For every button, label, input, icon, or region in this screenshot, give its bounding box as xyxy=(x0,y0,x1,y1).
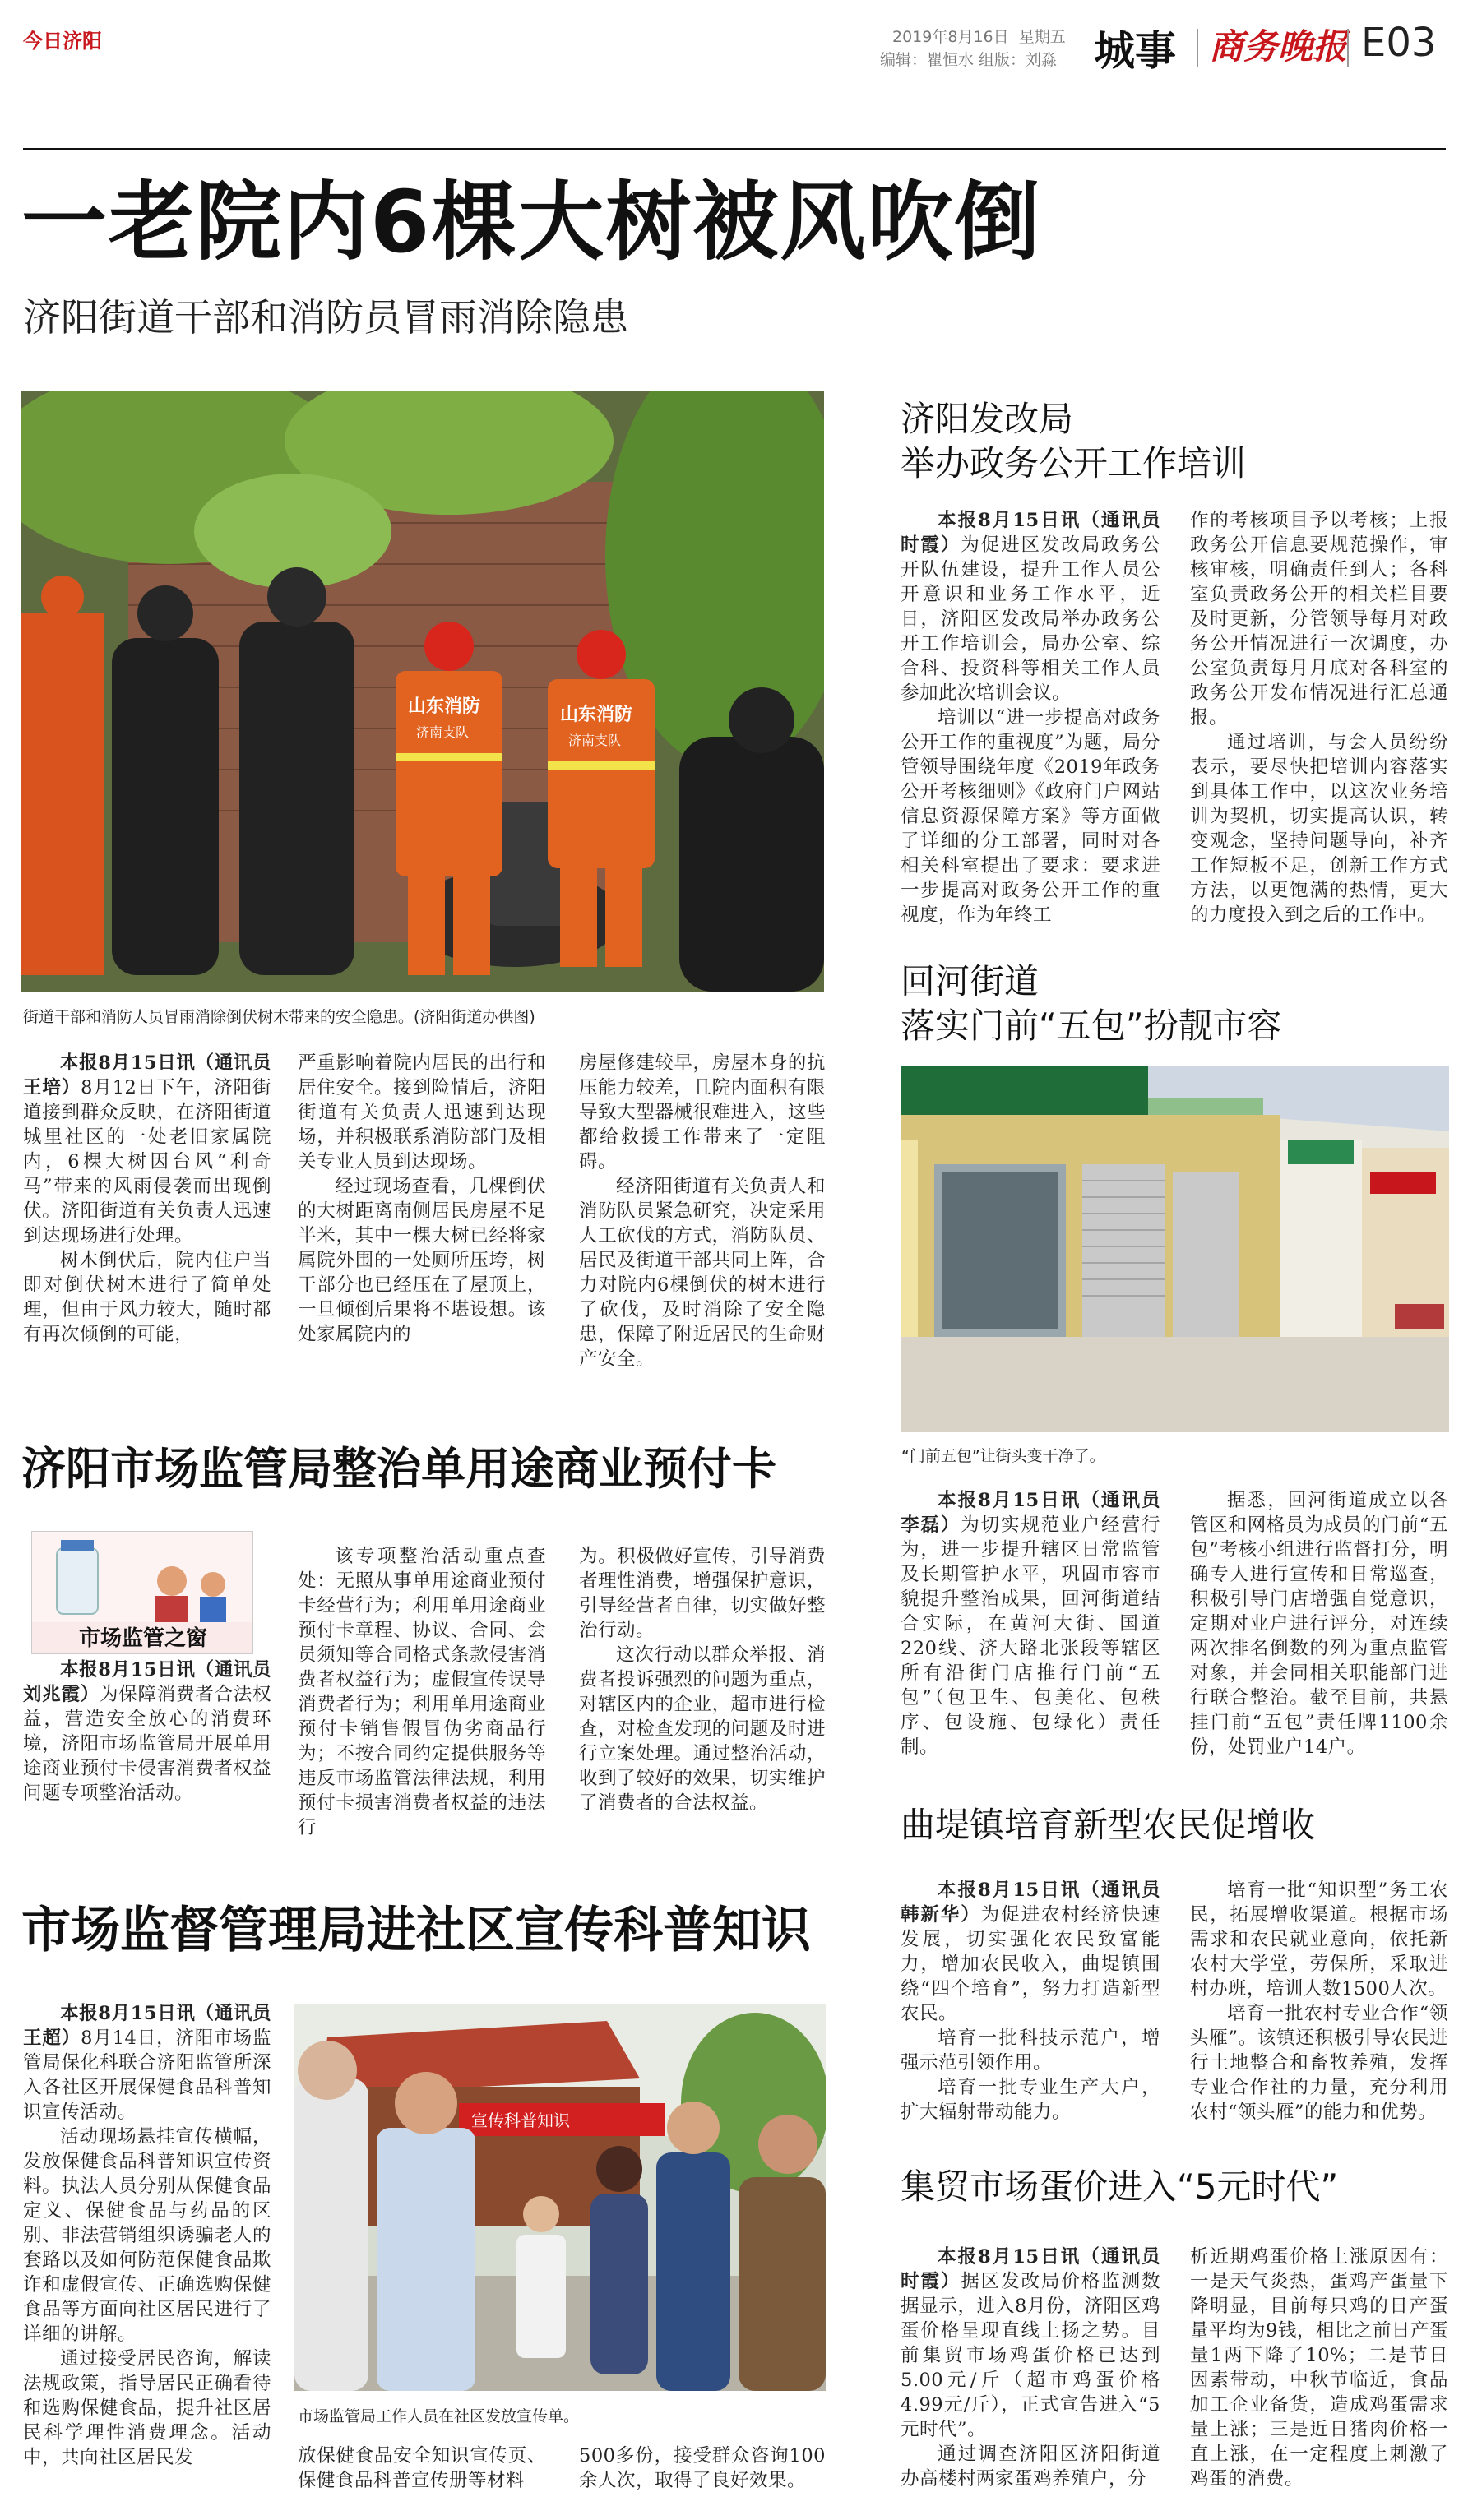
logo-illustration xyxy=(32,1532,253,1622)
qudi-column-2 xyxy=(1190,1878,1448,2157)
issue-date xyxy=(892,25,1066,47)
lead-column-2 xyxy=(298,1051,546,1380)
lead-column-3 xyxy=(579,1051,826,1380)
paragraph: 培育一批农村专业合作“领头雁”。该镇还积极引导农民进行土地整合和畜牧养殖，发挥专业合作社的力量，充分利用农村“领头雁”的能力和优势。 xyxy=(1190,2003,1448,2123)
reform-column-1 xyxy=(901,508,1160,936)
qudi-column-1 xyxy=(901,1878,1160,2157)
egg-column-2 xyxy=(1190,2245,1448,2516)
egg-headline: 集贸市场蛋价进入“5元时代” xyxy=(901,2166,1339,2207)
lead-column-1 xyxy=(23,1051,271,1380)
community-photo xyxy=(294,2004,826,2391)
byline: 本报8月15日讯（通讯员李磊） xyxy=(901,1490,1160,1536)
paragraph: 8月12日下午，济阳街道接到群众反映，在济阳街道城里社区的一处老旧家属院内，6棵大树因台风“利奇马”带来的风雨侵袭而出现倒伏。济阳街道有关负责人迅速到达现场进行处理。 xyxy=(23,1077,271,1246)
prepaid-column-2 xyxy=(298,1544,546,1840)
photo-banner-text: 宣传科普知识 xyxy=(471,2111,570,2130)
paragraph: 500多份，接受群众咨询100余人次，取得了良好效果。 xyxy=(579,2445,826,2491)
paragraph: 作的考核项目予以考核；上报政务公开信息要规范操作，审核审核，明确责任到人；各科室负责政务公开的相关栏目要及时更新，分管领导每月对政务公开情况进行一次调度，办公室负责每月月底对各科室的政务公开发布情况进行汇总通报。 xyxy=(1190,510,1448,728)
byline: 本报8月15日讯（通讯员时霞） xyxy=(901,510,1160,556)
lead-photo xyxy=(21,391,824,992)
paragraph: 为促进农村经济快速发展，切实强化农民致富能力，增加农民收入，曲堤镇围绕“四个培育”，努力打造新型农民。 xyxy=(901,1904,1160,2024)
reform-headline-line1: 济阳发改局 xyxy=(901,399,1074,439)
paragraph: 通过调查济阳区济阳街道办高楼村两家蛋鸡养殖户，分 xyxy=(901,2444,1160,2490)
byline: 本报8月15日讯（通讯员韩新华） xyxy=(901,1880,1160,1926)
paragraph: 通过接受居民咨询，解读法规政策，指导居民正确看待和选购保健食品，提升社区居民科学理性消费理念。活动中，共向社区居民发 xyxy=(23,2348,271,2468)
lead-photo-caption: 街道干部和消防人员冒雨消除倒伏树木带来的安全隐患。(济阳街道办供图) xyxy=(23,1008,535,1026)
byline: 本报8月15日讯（通讯员王培） xyxy=(23,1052,271,1098)
paragraph: 培育一批科技示范户，增强示范引领作用。 xyxy=(901,2028,1160,2074)
editor-line: 编辑：瞿恒水 组版：刘淼 xyxy=(880,51,1058,69)
firefighters-photo-illustration xyxy=(21,391,824,992)
paragraph: 通过培训，与会人员纷纷表示，要尽快把培训内容落实到具体工作中，以这次业务培训为契机，切实提高认识，转变观念，坚持问题导向，补齐工作短板不足，创新工作方式方法，以更饱满的热情，更大的力度投入到之后的工作中。 xyxy=(1190,732,1448,926)
huihe-column-2 xyxy=(1190,1488,1448,1768)
paper-logo: 商务晚报 xyxy=(1209,26,1348,67)
prepaid-column-3 xyxy=(579,1544,826,1840)
paragraph: 树木倒伏后，院内住户当即对倒伏树木进行了简单处理，但由于风力较大，随时都有再次倾倒的可能， xyxy=(23,1250,271,1345)
date-text: 2019年8月16日 xyxy=(892,28,1009,46)
qudi-headline: 曲堤镇培育新型农民促增收 xyxy=(901,1805,1316,1845)
prepaid-headline: 济阳市场监管局整治单用途商业预付卡 xyxy=(21,1443,776,1495)
storefront-photo-illustration xyxy=(901,1066,1449,1432)
paragraph: 据悉，回河街道成立以各管区和网格员为成员的门前“五包”考核小组进行监督打分，明确专人进行宣传和日常巡查，积极引导门店增强自觉意识，定期对业户进行评分，对连续两次排名倒数的列为重点监管对象，并会同相关职能部门进行联合整治。截至目前，共悬挂门前“五包”责任牌1100余份，处罚业户14户。 xyxy=(1190,1490,1448,1758)
photo-unit-text: 济南支队 xyxy=(416,724,470,740)
paragraph: 经济阳街道有关负责人和消防队员紧急研究，决定采用人工砍伐的方式，消防队员、居民及街道干部共同上阵，合力对院内6棵倒伏的树木进行了砍伐，及时消除了安全隐患，保障了附近居民的生命财产安全。 xyxy=(579,1176,826,1370)
paragraph: 为保障消费者合法权益，营造安全放心的消费环境，济阳市场监管局开展单用途商业预付卡侵害消费者权益问题专项整治活动。 xyxy=(23,1684,271,1804)
lead-subheadline: 济阳街道干部和消防员冒雨消除隐患 xyxy=(23,295,628,340)
paragraph: 析近期鸡蛋价格上涨原因有：一是天气炎热，蛋鸡产蛋量下降明显，目前每只鸡的日产蛋量平均为9钱，相比之前日产蛋量1两下降了10%；二是节日因素带动，中秋节临近，食品加工企业备货，造成鸡蛋需求量上涨；三是近日猪肉价格一直上涨，在一定程度上刺激了鸡蛋的消费。 xyxy=(1190,2246,1448,2490)
weekday-text: 星期五 xyxy=(1018,28,1066,46)
section-title: 城事 xyxy=(1094,27,1176,75)
huihe-headline-line1: 回河街道 xyxy=(901,961,1040,1001)
paragraph: 据区发改局价格监测数据显示，进入8月份，济阳区鸡蛋价格呈现直线上扬之势。目前集贸市场鸡蛋价格已达到5.00元/斤（超市鸡蛋价格4.99元/斤），正式宣告进入“5元时代”。 xyxy=(901,2271,1160,2440)
byline: 本报8月15日讯（通讯员刘兆霞） xyxy=(23,1659,271,1705)
masthead-rule xyxy=(23,148,1446,150)
egg-column-1 xyxy=(901,2245,1160,2516)
byline: 本报8月15日讯（通讯员时霞） xyxy=(901,2246,1160,2292)
community-column-1 xyxy=(23,2001,271,2511)
paragraph: 房屋修建较早，房屋本身的抗压能力较差，且院内面积有限导致大型器械很难进入，这些都给救援工作带来了一定阻碍。 xyxy=(579,1052,826,1172)
photo-unit-text: 济南支队 xyxy=(568,733,622,748)
divider xyxy=(1347,29,1349,67)
community-column-2-bottom xyxy=(298,2444,546,2518)
paragraph: 培训以“进一步提高对政务公开工作的重视度”为题，局分管领导围绕年度《2019年政务公开考核细则》《政府门户网站信息资源保障方案》等方面做了详细的分工部署，同时对各相关科室提出了要求：要求进一步提高对政务公开工作的重视度，作为年终工 xyxy=(901,707,1160,926)
page-number: E03 xyxy=(1361,20,1437,66)
huihe-photo-caption: “门前五包”让街头变干净了。 xyxy=(901,1447,1105,1465)
prepaid-column-1 xyxy=(23,1658,271,1847)
community-headline: 市场监督管理局进社区宣传科普知识 xyxy=(21,1902,811,1959)
paragraph: 放保健食品安全知识宣传页、保健食品科普宣传册等材料 xyxy=(298,2445,546,2491)
huihe-headline-line2: 落实门前“五包”扮靓市容 xyxy=(901,1006,1282,1046)
reform-column-2 xyxy=(1190,508,1448,936)
paragraph: 该专项整治活动重点查处：无照从事单用途商业预付卡经营行为；利用单用途商业预付卡章程、协议、合同、会员须知等合同格式条款侵害消费者权益行为；虚假宣传误导消费者行为；利用单用途商业预付卡销售假冒伪劣商品行为；不按合同约定提供服务等违反市场监管法律法规，利用预付卡损害消费者权益的违法行 xyxy=(298,1546,546,1838)
market-supervision-logo xyxy=(31,1531,253,1654)
huihe-photo xyxy=(901,1066,1449,1432)
byline: 本报8月15日讯（通讯员王超） xyxy=(23,2003,271,2049)
paragraph: 8月14日，济阳市场监管局保化科联合济阳监管所深入各社区开展保健食品科普知识宣传活动。 xyxy=(23,2028,271,2123)
lead-headline: 一老院内6棵大树被风吹倒 xyxy=(21,172,1042,272)
paragraph: 为促进区发改局政务公开队伍建设，提升工作人员公开意识和业务工作水平，近日，济阳区发改局举办政务公开工作培训会，局办公室、综合科、投资科等相关工作人员参加此次培训会议。 xyxy=(901,534,1160,704)
logo-label: 市场监管之窗 xyxy=(78,1626,207,1651)
community-photo-illustration xyxy=(294,2004,826,2391)
paragraph: 为切实规范业户经营行为，进一步提升辖区日常监管及长期管护水平，巩固市容市貌提升整治成果，回河街道结合实际，在黄河大街、国道220线、济大路北张段等辖区所有沿街门店推行门前“五包”（包卫生、包美化、包秩序、包设施、包绿化）责任制。 xyxy=(901,1514,1160,1758)
paragraph: 这次行动以群众举报、消费者投诉强烈的问题为重点，对辖区内的企业，超市进行检查，对检查发现的问题及时进行立案处理。通过整治活动，收到了较好的效果，切实维护了消费者的合法权益。 xyxy=(579,1644,826,1814)
paragraph: 经过现场查看，几棵倒伏的大树距离南侧居民房屋不足半米，其中一棵大树已经将家属院外围的一处厕所压垮，树干部分也已经压在了屋顶上，一旦倾倒后果将不堪设想。该处家属院内的 xyxy=(298,1176,546,1345)
photo-uniform-text: 山东消防 xyxy=(560,705,633,725)
paragraph: 严重影响着院内居民的出行和居住安全。接到险情后，济阳街道有关负责人迅速到达现场，并积极联系消防部门及相关专业人员到达现场。 xyxy=(298,1052,546,1172)
section-label: 今日济阳 xyxy=(23,30,102,53)
divider xyxy=(1197,29,1198,67)
reform-headline-line2: 举办政务公开工作培训 xyxy=(901,443,1247,483)
community-column-3-bottom xyxy=(579,2444,826,2518)
paragraph: 培育一批“知识型”务工农民，拓展增收渠道。根据市场需求和农民就业意向，依托新农村大学堂，劳保所，采取进村办班，培训人数1500人次。 xyxy=(1190,1880,1448,2000)
community-photo-caption: 市场监管局工作人员在社区发放宣传单。 xyxy=(298,2407,580,2425)
paragraph: 培育一批专业生产大户，扩大辐射带动能力。 xyxy=(901,2077,1160,2123)
photo-uniform-text: 山东消防 xyxy=(408,696,481,717)
huihe-column-1 xyxy=(901,1488,1160,1768)
paragraph: 为。积极做好宣传，引导消费者理性消费，增强保护意识，引导经营者自律，切实做好整治行动。 xyxy=(579,1546,826,1641)
paragraph: 活动现场悬挂宣传横幅，发放保健食品科普知识宣传资料。执法人员分别从保健食品定义、保健食品与药品的区别、非法营销组织诱骗老人的套路以及如何防范保健食品欺诈和虚假宣传、正确选购保健食品等方面向社区居民进行了详细的讲解。 xyxy=(23,2126,271,2345)
